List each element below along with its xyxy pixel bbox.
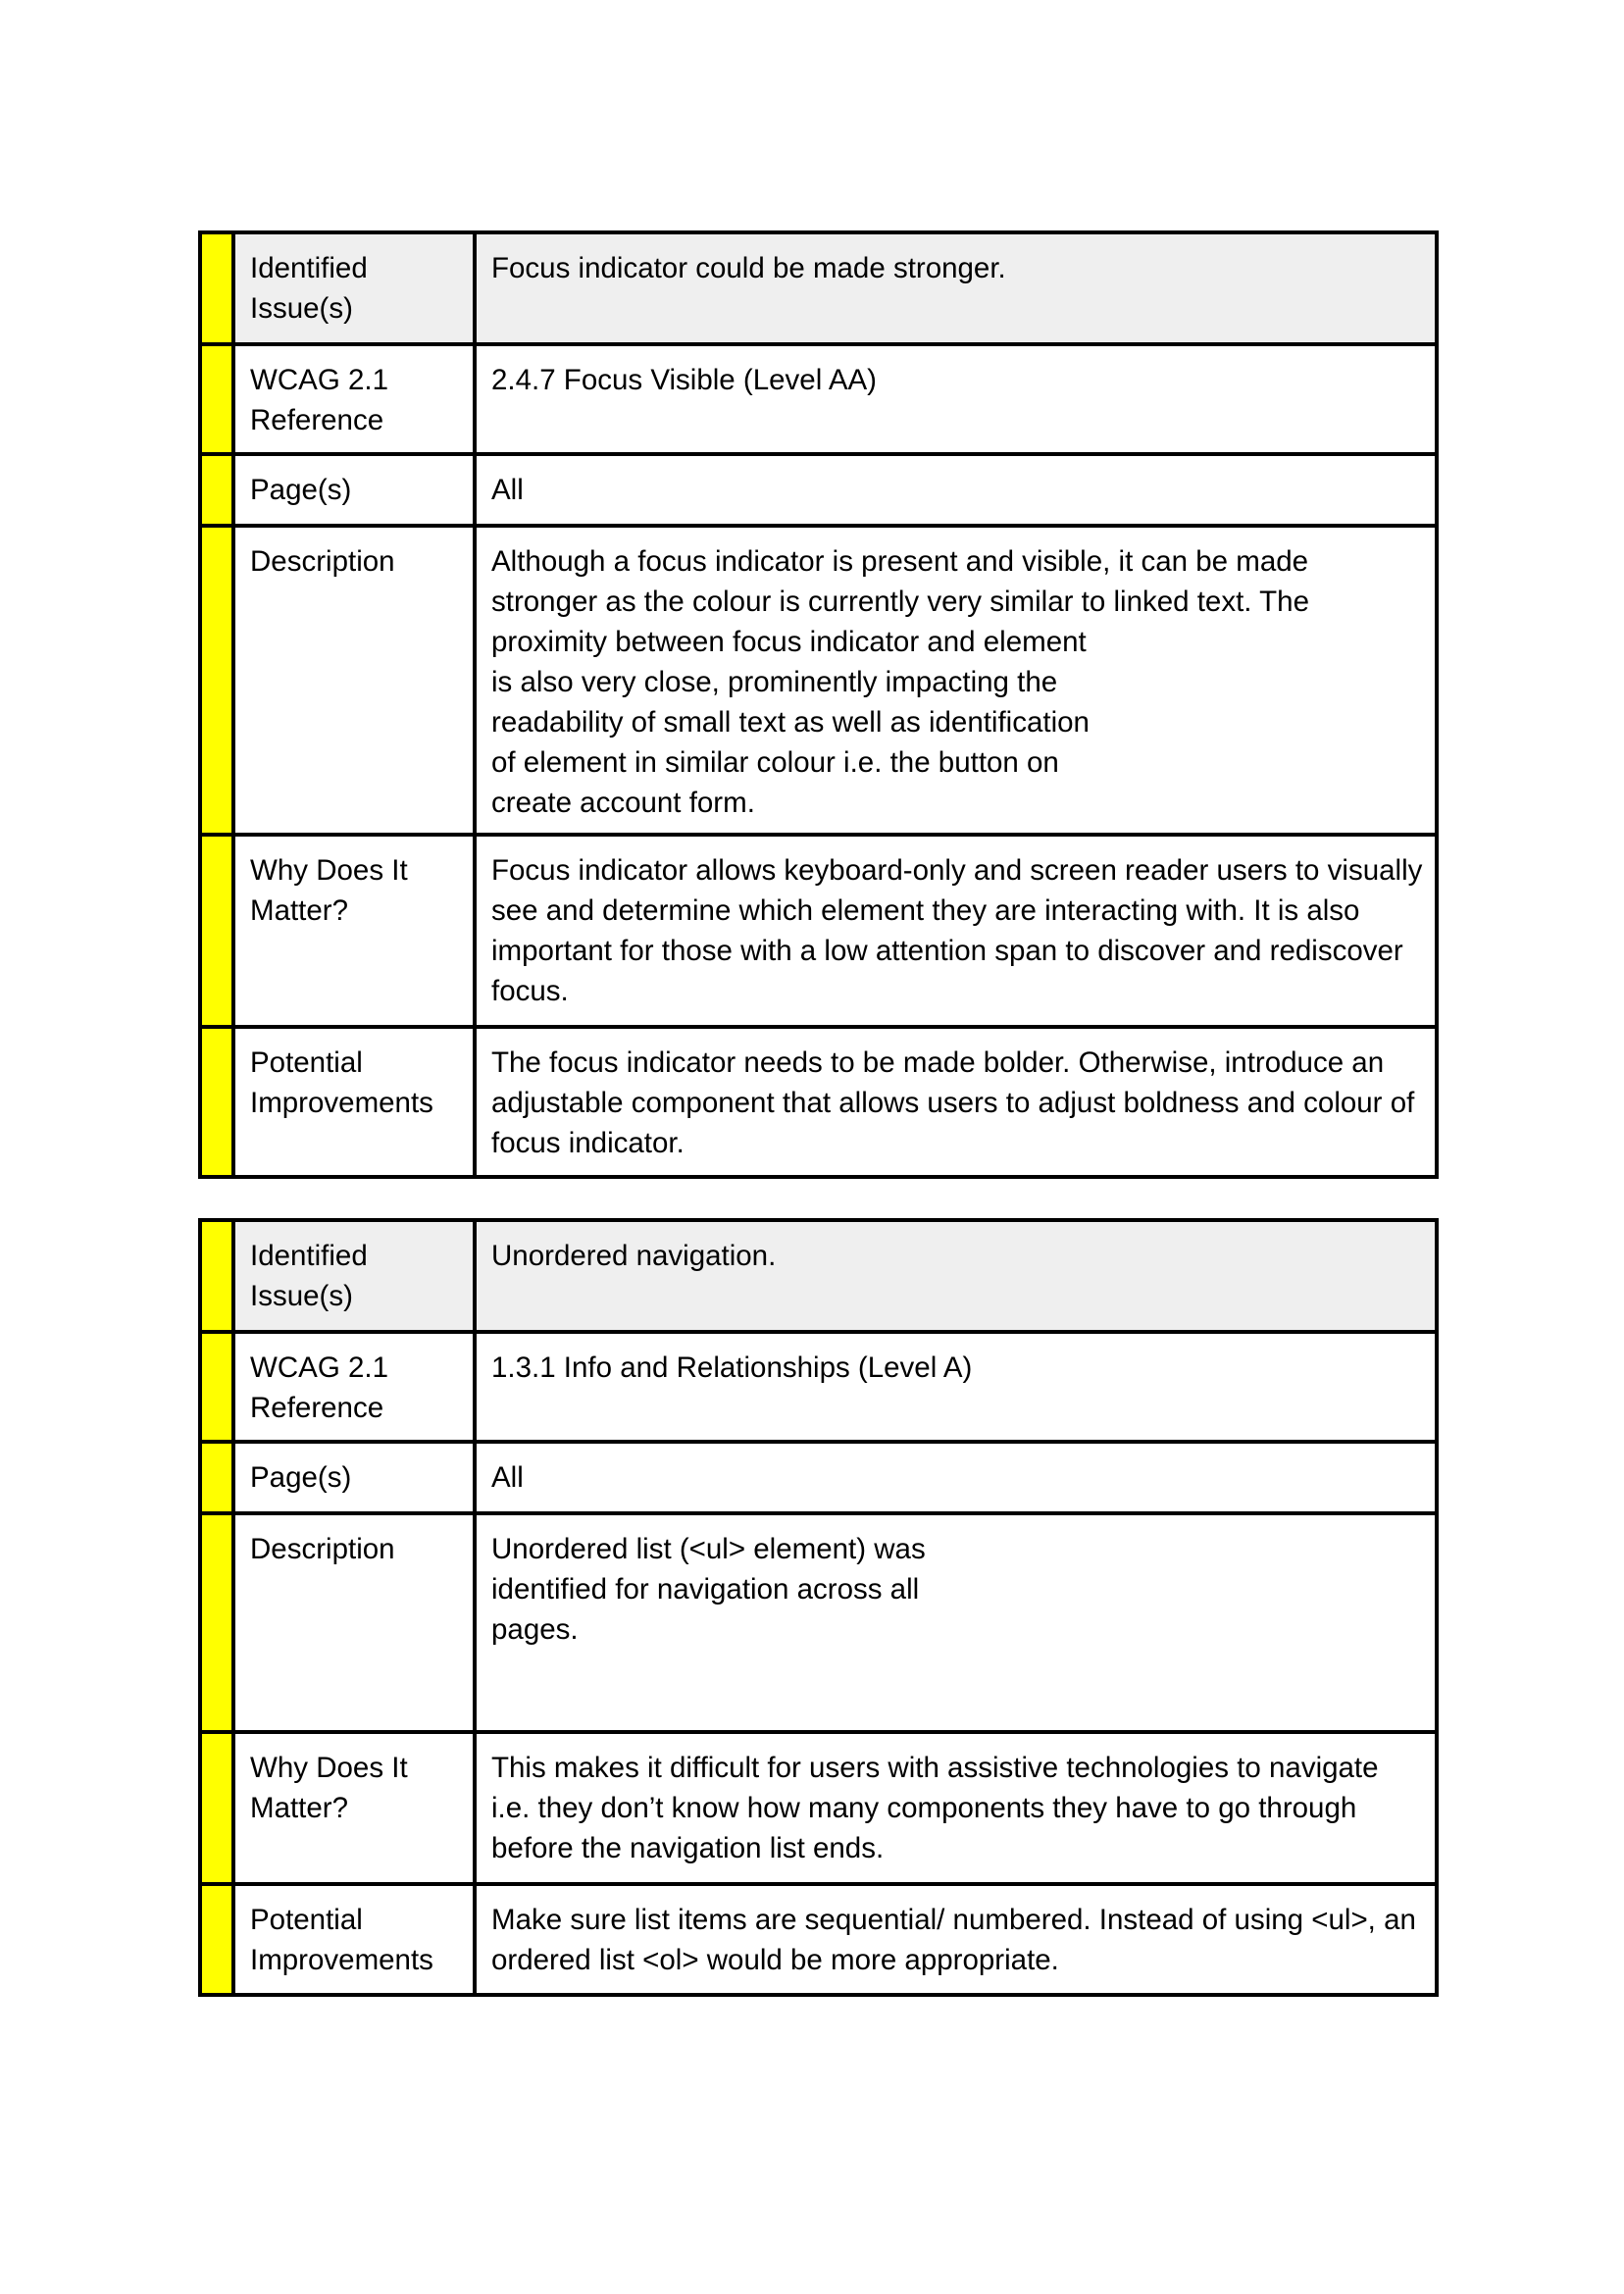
label-description: Description [233,526,475,835]
value-wcag-reference: 1.3.1 Info and Relationships (Level A) [475,1332,1437,1442]
label-why-matter: Why Does It Matter? [233,835,475,1027]
description-line: stronger as the colour is currently very similar to linked text. The [491,586,1309,618]
label-pages: Page(s) [233,1442,475,1513]
label-why-matter: Why Does It Matter? [233,1732,475,1884]
value-why-matter: This makes it difficult for users with assistive technologies to navigate i.e. they don’t know how many components they have to go through before the navigation list ends. [475,1732,1437,1884]
value-pages: All [475,454,1437,526]
highlight-marker [200,526,233,835]
value-description [475,526,1437,835]
description-line: proximity between focus indicator and element [491,626,1087,658]
value-improvements: Make sure list items are sequential/ numbered. Instead of using <ul>, an ordered list <ol> would be more appropriate. [475,1884,1437,1995]
description-line: pages. [491,1613,579,1646]
highlight-marker [200,1884,233,1995]
highlight-marker [200,1220,233,1332]
label-identified-issue: Identified Issue(s) [233,1220,475,1332]
row-why-matter [200,1732,1437,1884]
row-identified-issue [200,1220,1437,1332]
row-wcag-reference [200,1332,1437,1442]
description-line: Unordered list (<ul> element) was [491,1533,926,1565]
highlight-marker [200,232,233,344]
row-identified-issue [200,232,1437,344]
value-pages: All [475,1442,1437,1513]
highlight-marker [200,454,233,526]
row-description [200,526,1437,835]
row-pages [200,1442,1437,1513]
description-line: readability of small text as well as identification [491,706,1090,739]
label-wcag-reference: WCAG 2.1 Reference [233,344,475,454]
row-improvements [200,1884,1437,1995]
value-identified-issue: Unordered navigation. [475,1220,1437,1332]
highlight-marker [200,344,233,454]
label-identified-issue: Identified Issue(s) [233,232,475,344]
description-line: identified for navigation across all [491,1573,920,1606]
description-line: is also very close, prominently impacting the [491,666,1058,698]
description-line: create account form. [491,787,755,819]
row-description [200,1513,1437,1732]
label-pages: Page(s) [233,454,475,526]
issue-table-unordered-navigation [198,1218,1439,1997]
issue-table-focus-indicator [198,230,1439,1179]
row-improvements [200,1027,1437,1177]
row-wcag-reference [200,344,1437,454]
label-wcag-reference: WCAG 2.1 Reference [233,1332,475,1442]
description-line: Although a focus indicator is present and visible, it can be made [491,545,1309,578]
highlight-marker [200,835,233,1027]
row-pages [200,454,1437,526]
value-identified-issue: Focus indicator could be made stronger. [475,232,1437,344]
highlight-marker [200,1332,233,1442]
label-improvements: Potential Improvements [233,1884,475,1995]
highlight-marker [200,1513,233,1732]
value-wcag-reference: 2.4.7 Focus Visible (Level AA) [475,344,1437,454]
value-improvements: The focus indicator needs to be made bolder. Otherwise, introduce an adjustable component that allows users to adjust boldness and colour of focus indicator. [475,1027,1437,1177]
description-line: of element in similar colour i.e. the button on [491,746,1059,779]
value-why-matter: Focus indicator allows keyboard-only and screen reader users to visually see and determine which element they are interacting with. It is also important for those with a low attention span to discover and rediscover focus. [475,835,1437,1027]
highlight-marker [200,1442,233,1513]
highlight-marker [200,1732,233,1884]
row-why-matter [200,835,1437,1027]
highlight-marker [200,1027,233,1177]
value-description [475,1513,1437,1732]
label-description: Description [233,1513,475,1732]
label-improvements: Potential Improvements [233,1027,475,1177]
